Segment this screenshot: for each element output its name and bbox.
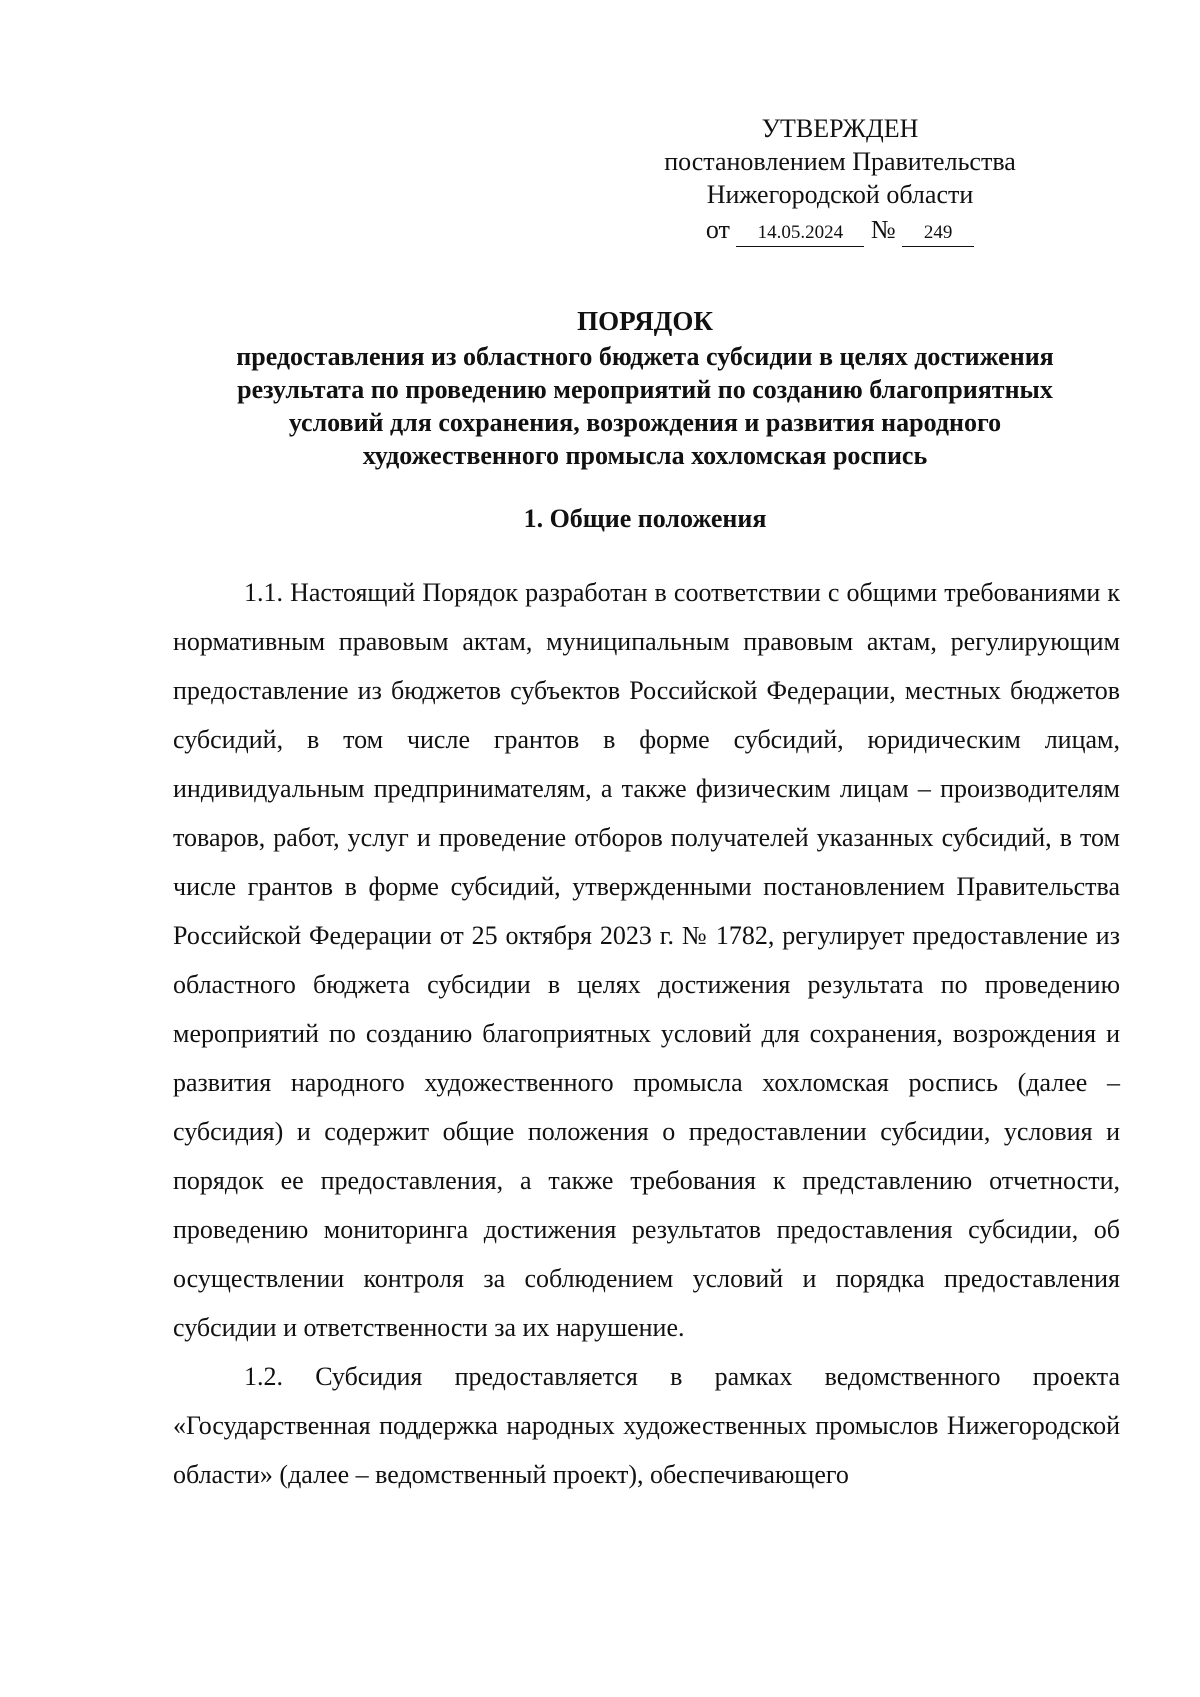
document-subtitle-line: предоставления из областного бюджета субсидии в целях достижения <box>236 342 1054 371</box>
approval-heading: УТВЕРЖДЕН <box>761 114 919 143</box>
document-title: ПОРЯДОК <box>577 306 713 336</box>
approval-decree-line: постановлением Правительства <box>664 147 1016 176</box>
approval-stamp <box>640 112 1040 247</box>
document-subtitle-line: результата по проведению мероприятий по созданию благоприятных <box>237 375 1053 404</box>
approval-region-line: Нижегородской области <box>706 180 974 209</box>
paragraph-1-1: 1.1. Настоящий Порядок разработан в соответствии с общими требованиями к нормативным правовым актам, муниципальным правовым актам, регулирующим предоставление из бюджетов субъектов Российской Федерации, местных бюджетов субсидий, в том числе грантов в форме субсидий, юридическим лицам, индивидуальным предпринимателям, а также физическим лицам – производителям товаров, работ, услуг и проведение отборов получателей указанных субсидий, в том числе грантов в форме субсидий, утвержденными постановлением Правительства Российской Федерации от 25 октября 2023 г. № 1782, регулирует предоставление из областного бюджета субсидии в целях достижения результата по проведению мероприятий по созданию благоприятных условий для сохранения, возрождения и развития народного художественного промысла хохломская роспись (далее – субсидия) и содержит общие положения о предоставлении субсидии, условия и порядок ее предоставления, а также требования к представлению отчетности, проведению мониторинга достижения результатов предоставления субсидии, об осуществлении контроля за соблюдением условий и порядка предоставления субсидии и ответственности за их нарушение. <box>173 578 1120 1342</box>
document-subtitle-line: художественного промысла хохломская роспись <box>362 441 928 470</box>
section-heading: 1. Общие положения <box>523 504 767 533</box>
approval-date: 14.05.2024 <box>736 220 864 247</box>
document-subtitle-line: условий для сохранения, возрождения и развития народного <box>288 408 1002 437</box>
document-title-block <box>150 305 1140 472</box>
approval-number: 249 <box>902 220 974 247</box>
document-body <box>173 568 1120 1499</box>
approval-date-number-line <box>640 213 1040 247</box>
number-sign: № <box>870 215 896 244</box>
paragraph-1-2: 1.2. Субсидия предоставляется в рамках ведомственного проекта «Государственная поддержка народных художественных промыслов Нижегородской области» (далее – ведомственный проект), обеспечивающего <box>173 1362 1120 1489</box>
date-prefix: от <box>705 215 730 244</box>
